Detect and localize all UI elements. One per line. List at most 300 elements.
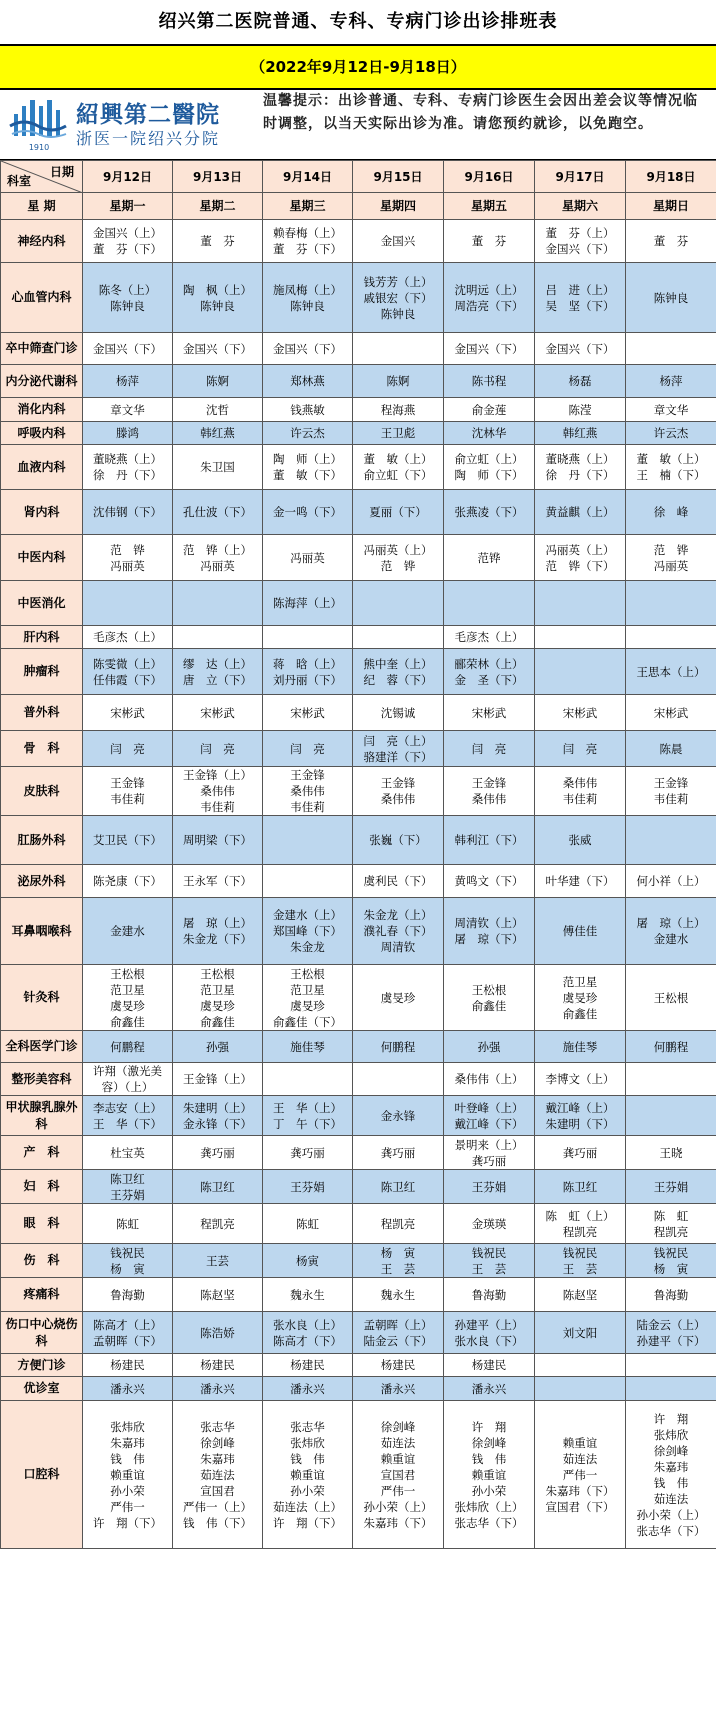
doctor-name: 范卫星 [200,982,235,997]
schedule-cell [173,1170,263,1204]
doctor-name: 任伟霞（下） [93,672,162,687]
department-row [1,649,716,695]
doctor-name: 黄益麒（上） [545,505,615,519]
doctor-name: 俞立虹（下） [363,468,433,482]
doctor-name: 陈钟良 [380,306,416,321]
schedule-cell [83,1377,173,1401]
schedule-body [1,161,716,1549]
doctor-name: 俞立虹（上） [454,452,524,466]
schedule-cell [444,535,535,581]
schedule-cell [535,220,626,263]
department-name: 肝内科 [1,626,83,649]
doctor-name: 茹连法 [562,1451,598,1466]
schedule-cell [353,1377,444,1401]
doctor-name: 魏永生 [290,1287,325,1302]
schedule-cell [444,865,535,898]
doctor-name: 杨磊 [568,374,592,388]
schedule-cell [535,490,626,535]
doctor-name: 董 芬（上） [545,226,615,240]
schedule-cell [353,398,444,422]
schedule-cell [353,333,444,365]
schedule-cell [263,333,353,365]
doctor-name: 滕鸿 [116,426,139,440]
doctor-name: 金国兴（下） [545,242,615,256]
schedule-cell [83,1312,173,1354]
department-name: 肾内科 [1,490,83,535]
doctor-name: 钱 伟 [471,1451,507,1466]
schedule-cell [626,1278,716,1312]
doctor-name: 范 铧 [653,542,689,557]
doctor-name: 茹连法 [200,1467,235,1482]
schedule-cell [353,422,444,445]
doctor-name: 杨建民 [110,1358,145,1372]
doctor-name: 茹连法（上） [273,1499,342,1514]
doctor-name: 屠 琼（下） [454,932,524,946]
department-name: 甲状腺乳腺外科 [1,1096,83,1136]
schedule-cell [353,581,444,626]
doctor-name: 钱祝民 [110,1245,145,1260]
department-name: 肛肠外科 [1,816,83,865]
doctor-name: 王松根 [290,966,325,981]
doctor-name: 赖重谊 [110,1467,145,1482]
doctor-name: 陈高才（上） [93,1317,162,1332]
doctor-name: 朱建明（下） [545,1116,615,1131]
doctor-name: 杨 寅 [110,1261,145,1276]
schedule-cell [83,1096,173,1136]
schedule-cell [626,1063,716,1096]
schedule-cell [353,1204,444,1244]
schedule-cell [353,898,444,965]
schedule-cell [173,1244,263,1278]
doctor-name: 张燕凌（下） [454,505,524,519]
schedule-cell [535,1401,626,1549]
schedule-cell [83,1031,173,1063]
doctor-name: 俞鑫佳（下） [273,1014,342,1029]
doctor-name: 金国兴（下） [183,341,252,356]
schedule-cell [535,333,626,365]
department-name: 优诊室 [1,1377,83,1401]
doctor-name: 王芬娟 [471,1179,507,1194]
schedule-cell [535,1354,626,1377]
doctor-name: 韩红燕 [200,426,235,440]
doctor-name: 徐剑峰 [380,1419,416,1434]
doctor-name: 范 铧（上） [183,542,252,557]
doctor-name: 陈卫红 [110,1171,145,1186]
schedule-cell [83,816,173,865]
doctor-name: 屠 琼（上） [636,916,706,930]
doctor-name: 董 敏（上） [636,452,706,466]
schedule-cell [263,1096,353,1136]
doctor-name: 缪 达（上） [183,656,252,671]
schedule-cell [444,1063,535,1096]
doctor-name: 刘丹丽（下） [273,672,342,687]
schedule-cell [263,731,353,767]
doctor-name: 宋彬武 [200,705,235,720]
doctor-name: 龚巧丽 [380,1145,416,1160]
schedule-cell [263,965,353,1031]
doctor-name: 闫 亮（上） [363,733,433,748]
doctor-name: 戴江峰（下） [454,1116,524,1131]
department-row [1,1136,716,1170]
schedule-cell [173,1312,263,1354]
schedule-cell [173,333,263,365]
department-row [1,220,716,263]
schedule-cell [535,365,626,398]
header-dept-label: 科室 [7,174,32,188]
doctor-name: 李博文（上） [545,1072,615,1086]
schedule-cell [444,626,535,649]
department-name: 呼吸内科 [1,422,83,445]
doctor-name: 沈哲 [206,402,229,417]
department-row [1,422,716,445]
schedule-cell [444,490,535,535]
doctor-name: 杨建民 [380,1358,416,1372]
doctor-name: 俞鑫佳 [200,1014,235,1029]
schedule-cell [263,220,353,263]
department-row [1,398,716,422]
schedule-cell [535,898,626,965]
header-corner [1,161,83,193]
schedule-cell [263,1170,353,1204]
schedule-cell [353,649,444,695]
doctor-name: 范卫星 [290,982,325,997]
schedule-cell [353,220,444,263]
schedule-cell [173,1377,263,1401]
schedule-cell [535,1204,626,1244]
schedule-cell [626,626,716,649]
schedule-cell [444,1312,535,1354]
schedule-cell [263,1401,353,1549]
weekday-header: 星期一 [83,193,173,220]
doctor-name: 金建水 [653,932,689,946]
doctor-name: 许 翔（下） [93,1515,162,1530]
schedule-cell [173,1063,263,1096]
schedule-cell [173,398,263,422]
schedule-cell [83,767,173,816]
schedule-cell [444,1278,535,1312]
doctor-name: 茹连法 [380,1435,416,1450]
doctor-name: 沈林华 [471,426,507,440]
schedule-cell [444,731,535,767]
doctor-name: 何鹏程 [110,1039,145,1054]
doctor-name: 陈卫红 [562,1179,598,1194]
department-row [1,1063,716,1096]
doctor-name: 韦佳莉 [653,792,689,806]
doctor-name: 王芬娟 [110,1187,145,1202]
schedule-cell [83,898,173,965]
schedule-cell [173,1401,263,1549]
department-name: 疼痛科 [1,1278,83,1312]
doctor-name: 沈锡诚 [380,705,416,720]
department-row [1,1354,716,1377]
schedule-cell [444,333,535,365]
schedule-cell [626,1354,716,1377]
doctor-name: 冯丽英（上） [363,542,433,557]
doctor-name: 周清钦 [380,940,416,954]
department-row [1,1244,716,1278]
schedule-cell [83,626,173,649]
schedule-cell [626,535,716,581]
schedule-cell [626,263,716,333]
doctor-name: 程凯亮 [200,1216,235,1231]
doctor-name: 王 芸 [562,1261,598,1276]
schedule-cell [353,445,444,490]
schedule-cell [535,626,626,649]
schedule-cell [173,649,263,695]
schedule-cell [263,445,353,490]
notice-text: 温馨提示：出诊普通、专科、专病门诊医生会因出差会议等情况临时调整，以当天实际出诊为准。请您预约就诊，以免跑空。 [263,93,698,132]
weekday-header: 星期二 [173,193,263,220]
schedule-cell [83,1136,173,1170]
schedule-cell [626,1244,716,1278]
doctor-name: 钱祝民 [653,1245,689,1260]
schedule-cell [353,865,444,898]
department-row [1,1312,716,1354]
schedule-cell [535,865,626,898]
schedule-cell [535,535,626,581]
schedule-cell [173,1031,263,1063]
schedule-cell [173,490,263,535]
doctor-name: 孟朝晖（上） [363,1317,433,1332]
doctor-name: 王 芸 [380,1261,416,1276]
schedule-cell [353,1170,444,1204]
schedule-cell [83,581,173,626]
schedule-cell [626,445,716,490]
doctor-name: 吴 坚（下） [545,298,615,313]
doctor-name: 张炜欣（上） [454,1499,524,1514]
doctor-name: 孙建平（下） [636,1333,706,1348]
doctor-name: 陈冬（上） [98,282,157,297]
department-row [1,965,716,1031]
doctor-name: 许云杰 [290,426,325,440]
doctor-name: 潘永兴 [471,1381,507,1396]
doctor-name: 宋彬武 [290,705,325,720]
schedule-cell [173,1136,263,1170]
doctor-name: 闫 亮 [110,741,145,756]
doctor-name: 陈浩娇 [200,1325,235,1340]
doctor-name: 程海燕 [380,402,416,417]
schedule-cell [83,965,173,1031]
doctor-name: 钱 伟（下） [183,1515,252,1530]
doctor-name: 冯丽英 [653,558,689,573]
doctor-name: 陶 师（上） [273,452,342,466]
doctor-name: 周明梁（下） [183,833,252,847]
schedule-cell [353,535,444,581]
department-row [1,581,716,626]
schedule-cell [353,490,444,535]
schedule-cell [626,398,716,422]
doctor-name: 董 芬 [653,234,689,248]
schedule-cell [353,626,444,649]
schedule-cell [173,731,263,767]
doctor-name: 钱 伟 [110,1451,145,1466]
doctor-name: 陈卫红 [380,1179,416,1194]
doctor-name: 王思本（上） [636,664,706,679]
schedule-cell [353,1096,444,1136]
schedule-cell [173,1096,263,1136]
schedule-cell [626,220,716,263]
doctor-name: 王金锋 [380,776,416,790]
doctor-name: 孔仕波（下） [183,505,252,519]
schedule-cell [263,1136,353,1170]
doctor-name: 张志华 [200,1419,235,1434]
doctor-name: 闫 亮 [290,741,325,756]
department-row [1,1377,716,1401]
schedule-cell [173,263,263,333]
schedule-cell [353,767,444,816]
doctor-name: 徐剑峰 [653,1443,689,1458]
doctor-name: 孙强 [206,1039,229,1054]
doctor-name: 金国兴 [380,234,416,248]
doctor-name: 朱建明（上） [183,1100,252,1115]
doctor-name: 董晓燕（上） [93,452,162,466]
schedule-cell [626,1204,716,1244]
doctor-name: 王 华（上） [273,1100,342,1115]
department-name: 血液内科 [1,445,83,490]
department-row [1,767,716,816]
schedule-cell [353,1312,444,1354]
doctor-name: 宋彬武 [471,705,507,720]
doctor-name: 骆建洋（下） [363,749,433,764]
schedule-cell [353,1244,444,1278]
schedule-cell [626,816,716,865]
doctor-name: 陈钟良 [110,298,145,313]
schedule-cell [263,535,353,581]
doctor-name: 金国兴（下） [273,341,342,356]
department-name: 中医内科 [1,535,83,581]
doctor-name: 宋彬武 [653,705,689,720]
doctor-name: 鲁海勤 [653,1287,689,1302]
department-name: 针灸科 [1,965,83,1031]
doctor-name: 孙小荣 [290,1483,325,1498]
doctor-name: 金国兴（下） [454,341,524,356]
schedule-cell [263,398,353,422]
schedule-cell [535,1278,626,1312]
department-name: 中医消化 [1,581,83,626]
doctor-name: 陈滢 [568,402,592,417]
schedule-cell [353,263,444,333]
doctor-name: 王芸 [206,1253,229,1268]
schedule-cell [535,965,626,1031]
doctor-name: 王 芸 [471,1261,507,1276]
schedule-cell [626,731,716,767]
doctor-name: 金瑛瑛 [471,1216,507,1231]
doctor-name: 钱燕敏 [290,402,325,417]
schedule-cell [83,333,173,365]
doctor-name: 杨建民 [290,1358,325,1372]
schedule-cell [353,965,444,1031]
schedule-cell [444,1244,535,1278]
doctor-name: 朱金龙 [290,940,325,954]
doctor-name: 何鹏程 [653,1039,689,1054]
doctor-name: 鲁海勤 [471,1287,507,1302]
department-row [1,535,716,581]
date-header: 9月17日 [535,161,626,193]
schedule-cell [535,1031,626,1063]
schedule-cell [535,445,626,490]
schedule-cell [83,220,173,263]
doctor-name: 桑伟伟 [200,784,235,798]
doctor-name: 董晓燕（上） [545,452,615,466]
doctor-name: 龚巧丽 [200,1145,235,1160]
schedule-cell [263,1204,353,1244]
doctor-name: 桑伟伟 [380,792,416,806]
doctor-name: 董 敏（上） [363,452,433,466]
doctor-name: 王芬娟 [653,1179,689,1194]
doctor-name: 陈海萍（上） [273,596,342,610]
schedule-cell [173,581,263,626]
schedule-cell [626,1377,716,1401]
doctor-name: 董 芬（下） [273,242,342,256]
doctor-name: 杨萍 [116,374,139,388]
doctor-name: 钱芳芳（上） [363,274,433,289]
schedule-cell [535,1136,626,1170]
doctor-name: 闫 亮 [562,741,598,756]
schedule-cell [83,535,173,581]
schedule-cell [263,695,353,731]
doctor-name: 王金锋 [653,776,689,790]
schedule-cell [353,1354,444,1377]
doctor-name: 陈赵坚 [562,1287,598,1302]
doctor-name: 冯丽英 [110,558,145,573]
doctor-name: 范 铧 [110,542,145,557]
doctor-name: 冯丽英 [290,550,325,565]
schedule-cell [444,1354,535,1377]
schedule-cell [535,1170,626,1204]
doctor-name: 魏永生 [380,1287,416,1302]
doctor-name: 茹连法 [653,1491,689,1506]
schedule-cell [83,1278,173,1312]
department-name: 皮肤科 [1,767,83,816]
doctor-name: 陈婀 [206,374,229,388]
schedule-cell [83,1244,173,1278]
department-row [1,1204,716,1244]
department-row [1,445,716,490]
schedule-cell [173,535,263,581]
schedule-cell [353,1136,444,1170]
schedule-cell [173,365,263,398]
doctor-name: 闫 亮 [200,741,235,756]
doctor-name: 俞鑫佳 [471,998,507,1013]
doctor-name: 韦佳莉 [562,792,598,806]
doctor-name: 虞旻珍 [290,998,325,1013]
weekday-header: 星期六 [535,193,626,220]
doctor-name: 朱嘉玮（下） [363,1515,433,1530]
department-row [1,816,716,865]
doctor-name: 张炜欣 [653,1427,689,1442]
doctor-name: 王松根 [110,966,145,981]
doctor-name: 陈晨 [659,741,683,756]
doctor-name: 徐剑峰 [200,1435,235,1450]
schedule-cell [626,1031,716,1063]
doctor-name: 朱嘉玮 [653,1459,689,1474]
department-name: 心血管内科 [1,263,83,333]
doctor-name: 赖重谊 [380,1451,416,1466]
doctor-name: 王晓 [659,1145,683,1160]
doctor-name: 陈钟良 [290,298,325,313]
doctor-name: 张水良（上） [273,1317,342,1332]
doctor-name: 戴江峰（上） [545,1100,615,1115]
doctor-name: 杨寅 [296,1253,319,1268]
schedule-cell [173,626,263,649]
doctor-name: 沈明远（上） [454,282,524,297]
hospital-logo [0,90,255,159]
doctor-name: 陈虹 [116,1216,139,1231]
doctor-name: 冯丽英（上） [545,542,615,557]
department-row [1,1170,716,1204]
doctor-name: 戚银宏（下） [363,290,433,305]
doctor-name: 杨建民 [200,1358,235,1372]
